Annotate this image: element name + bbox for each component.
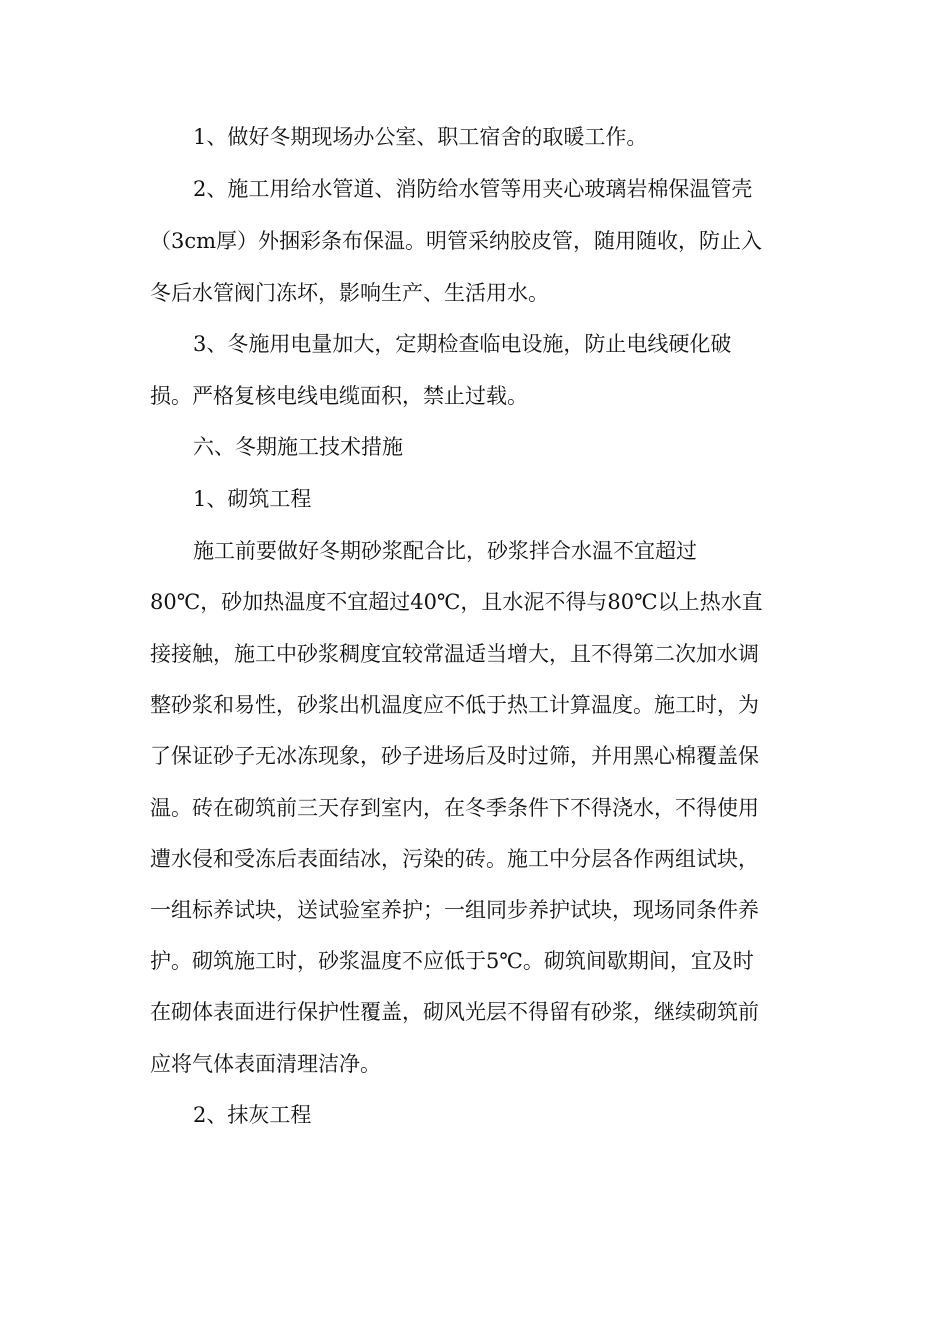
item-3-electricity-line-1: 3、冬施用电量加大，定期检查临电设施，防止电线硬化破 [193, 332, 732, 356]
masonry-paragraph-line-8: 一组标养试块，送试验室养护；一组同步养护试块，现场同条件养 [150, 898, 759, 922]
subheading-plastering: 2、抹灰工程 [193, 1103, 312, 1127]
masonry-paragraph-line-7: 遭水侵和受冻后表面结冰，污染的砖。施工中分层各作两组试块， [150, 847, 759, 871]
masonry-paragraph-line-5: 了保证砂子无冰冻现象，砂子进场后及时过筛，并用黑心棉覆盖保 [150, 744, 759, 768]
subheading-masonry: 1、砌筑工程 [193, 487, 312, 511]
masonry-paragraph-line-1: 施工前要做好冬期砂浆配合比，砂浆拌合水温不宜超过 [193, 539, 697, 563]
item-1-heating: 1、做好冬期现场办公室、职工宿舍的取暖工作。 [193, 125, 648, 149]
item-3-electricity-line-2: 损。严格复核电线电缆面积，禁止过载。 [150, 384, 528, 408]
masonry-paragraph-line-11: 应将气体表面清理洁净。 [150, 1052, 381, 1076]
masonry-paragraph-line-9: 护。砌筑施工时，砂浆温度不应低于5℃。砌筑间歇期间，宜及时 [150, 949, 754, 973]
item-2-water-pipes-line-3: 冬后水管阀门冻坏，影响生产、生活用水。 [150, 281, 549, 305]
masonry-paragraph-line-10: 在砌体表面进行保护性覆盖，砌风光层不得留有砂浆，继续砌筑前 [150, 1000, 759, 1024]
masonry-paragraph-line-2: 80℃，砂加热温度不宜超过40℃，且水泥不得与80℃以上热水直 [150, 590, 763, 614]
masonry-paragraph-line-3: 接接触，施工中砂浆稠度宜较常温适当增大，且不得第二次加水调 [150, 642, 759, 666]
item-2-water-pipes-line-2: （3cm厚）外捆彩条布保温。明管采纳胶皮管，随用随收，防止入 [150, 229, 763, 253]
item-2-water-pipes-line-1: 2、施工用给水管道、消防给水管等用夹心玻璃岩棉保温管壳 [193, 177, 753, 201]
masonry-paragraph-line-4: 整砂浆和易性，砂浆出机温度应不低于热工计算温度。施工时，为 [150, 693, 759, 717]
section-heading-winter-techniques: 六、冬期施工技术措施 [193, 435, 403, 459]
masonry-paragraph-line-6: 温。砖在砌筑前三天存到室内，在冬季条件下不得浇水，不得使用 [150, 796, 759, 820]
